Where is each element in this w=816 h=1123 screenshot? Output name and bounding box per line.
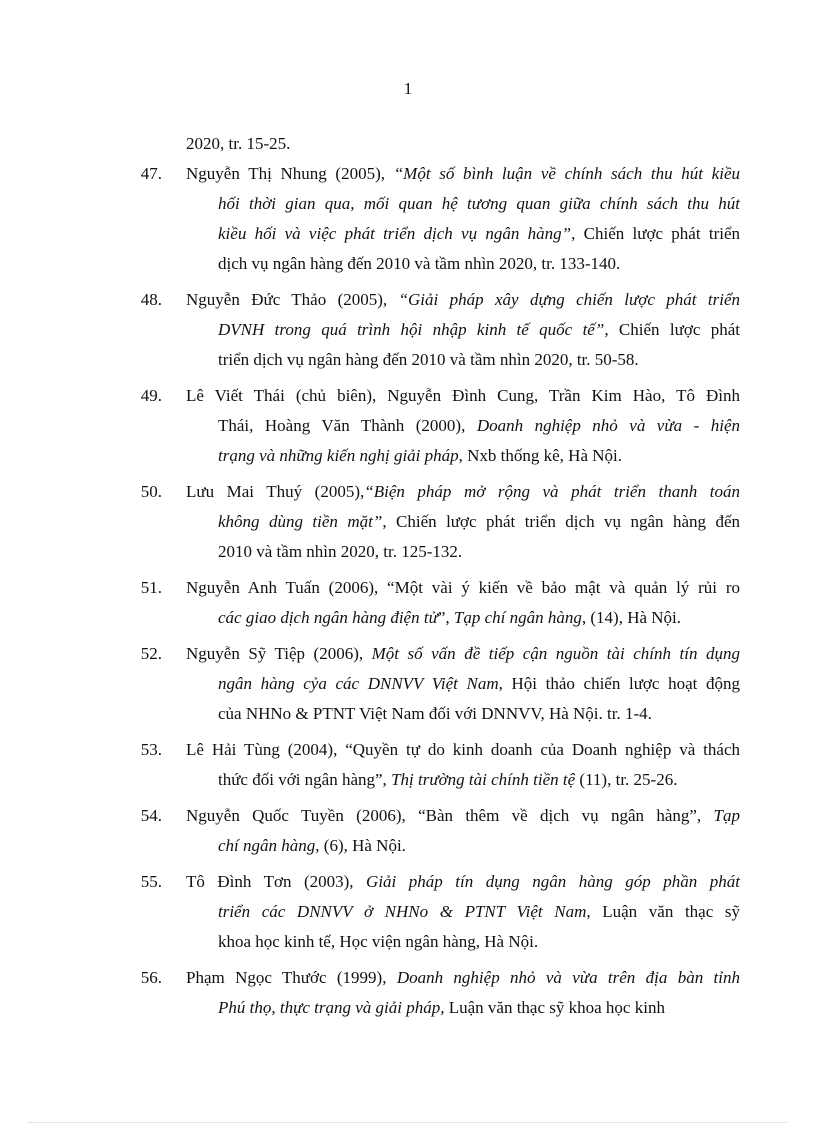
reference-text: (11), tr. 25-26. [575,770,678,789]
reference-text: Nguyễn Quốc Tuyền (2006), “Bàn thêm về dịch vụ ngân hàng”, [186,806,714,825]
reference-line [186,159,740,189]
reference-line [186,897,740,927]
reference-line [186,639,740,669]
reference-line [186,735,740,765]
reference-title: “Một số bình luận về chính sách thu hút kiều [393,164,740,183]
continuation-text: 2020, tr. 15-25. [186,134,291,153]
reference-number: 52. [140,644,162,663]
reference-title: Phú thọ, thực trạng và giải pháp, [218,998,445,1017]
reference-number: 49. [140,386,162,405]
reference-title: không dùng tiền mặt” [218,512,383,531]
reference-item [0,573,816,633]
reference-text: , Chiến lược phát triển dịch vụ ngân hàng đến [382,512,740,531]
reference-line [186,189,740,219]
reference-line [186,573,740,603]
reference-line [186,699,740,729]
reference-title: kiều hối và việc phát triển dịch vụ ngân hàng” [218,224,572,243]
reference-line [186,603,740,633]
reference-text: ”, [437,608,454,627]
reference-line [186,477,740,507]
reference-text: Nguyễn Sỹ Tiệp (2006), [186,644,372,663]
reference-text: Tô Đình Tơn (2003), [186,872,367,891]
reference-text: thức đối với ngân hàng”, [218,770,392,789]
reference-line [186,537,740,567]
reference-line [186,441,740,471]
reference-text: khoa học kinh tế, Học viện ngân hàng, Hà Nội. [218,932,539,951]
reference-text: Lê Hải Tùng (2004), “Quyền tự do kinh doanh của Doanh nghiệp và thách [186,740,740,759]
reference-title: chí ngân hàng [218,836,316,855]
reference-text: Lê Viết Thái (chủ biên), Nguyễn Đình Cung, Trần Kim Hào, Tô Đình [186,386,740,405]
reference-number: 56. [140,968,162,987]
page-number: 1 [403,79,413,98]
reference-text: Luận văn thạc sỹ khoa học kinh [444,998,665,1017]
reference-number: 51. [140,578,162,597]
reference-line [186,801,740,831]
reference-number: 55. [140,872,162,891]
reference-text: , Chiến lược phát [604,320,740,339]
reference-title: Một số vấn đề tiếp cận nguồn tài chính tín dụng [371,644,740,663]
reference-text: , (14), Hà Nội. [581,608,682,627]
reference-item [0,285,816,375]
reference-item [0,801,816,861]
reference-line [186,285,740,315]
reference-line [186,963,740,993]
reference-title: hối thời gian qua, mối quan hệ tương quan giữa chính sách thu hút [218,194,740,213]
reference-title: Doanh nghiệp nhỏ và vừa - hiện [476,416,740,435]
reference-line [186,669,740,699]
reference-number: 50. [140,482,162,501]
reference-text: , Hội thảo chiến lược hoạt động [498,674,740,693]
reference-title: Tạp chí ngân hàng [453,608,582,627]
reference-item [0,963,816,1023]
reference-text: triển dịch vụ ngân hàng đến 2010 và tầm nhìn 2020, tr. 50-58. [218,350,639,369]
reference-title: DVNH trong quá trình hội nhập kinh tế quốc tế” [218,320,605,339]
reference-title: “Giải pháp xây dựng chiến lược phát triển [398,290,740,309]
reference-line [186,867,740,897]
reference-text: Phạm Ngọc Thước (1999), [186,968,397,987]
reference-text: , Nxb thống kê, Hà Nội. [458,446,623,465]
reference-number: 54. [140,806,162,825]
reference-text: , (6), Hà Nội. [315,836,406,855]
reference-continuation [0,129,816,159]
reference-item [0,381,816,471]
reference-line [186,993,740,1023]
reference-text: Lưu Mai Thuý (2005), [186,482,365,501]
reference-line [186,831,740,861]
reference-title: ngân hàng cỷa các DNNVV Việt Nam [218,674,499,693]
reference-line [186,765,740,795]
reference-line [186,315,740,345]
reference-line [186,219,740,249]
reference-line [186,927,740,957]
reference-line [186,381,740,411]
reference-line [186,507,740,537]
reference-number: 47. [140,164,162,183]
reference-title: “Biện pháp mở rộng và phát triển thanh toán [364,482,740,501]
reference-item [0,867,816,957]
reference-title: các giao dịch ngân hàng điện tử [218,608,438,627]
reference-text: Nguyễn Anh Tuấn (2006), “Một vài ý kiến về bảo mật và quản lý rủi ro [186,578,740,597]
reference-list [0,129,816,1029]
reference-item [0,159,816,279]
reference-line [186,411,740,441]
reference-title: Giải pháp tín dụng ngân hàng góp phần phát [366,872,740,891]
reference-text: của NHNo & PTNT Việt Nam đối với DNNVV, Hà Nội. tr. 1-4. [218,704,652,723]
reference-item [0,735,816,795]
reference-text: Nguyễn Thị Nhung (2005), [186,164,394,183]
reference-text: Thái, Hoàng Văn Thành (2000), [218,416,477,435]
reference-text: Nguyễn Đức Thảo (2005), [186,290,399,309]
reference-text: , Luận văn thạc sỹ [586,902,741,921]
reference-title: trạng và những kiến nghị giải pháp [218,446,459,465]
reference-number: 48. [140,290,162,309]
reference-number: 53. [140,740,162,759]
reference-title: Thị trường tài chính tiền tệ [391,770,576,789]
reference-text: , Chiến lược phát triển [571,224,740,243]
reference-title: triển các DNNVV ở NHNo & PTNT Việt Nam [218,902,587,921]
reference-text: dịch vụ ngân hàng đến 2010 và tầm nhìn 2020, tr. 133-140. [218,254,621,273]
reference-text: 2010 và tầm nhìn 2020, tr. 125-132. [218,542,463,561]
reference-line [186,345,740,375]
reference-item [0,639,816,729]
reference-line [186,249,740,279]
reference-title: Tạp [713,806,740,825]
reference-title: Doanh nghiệp nhỏ và vừa trên địa bàn tỉnh [396,968,740,987]
reference-item [0,477,816,567]
